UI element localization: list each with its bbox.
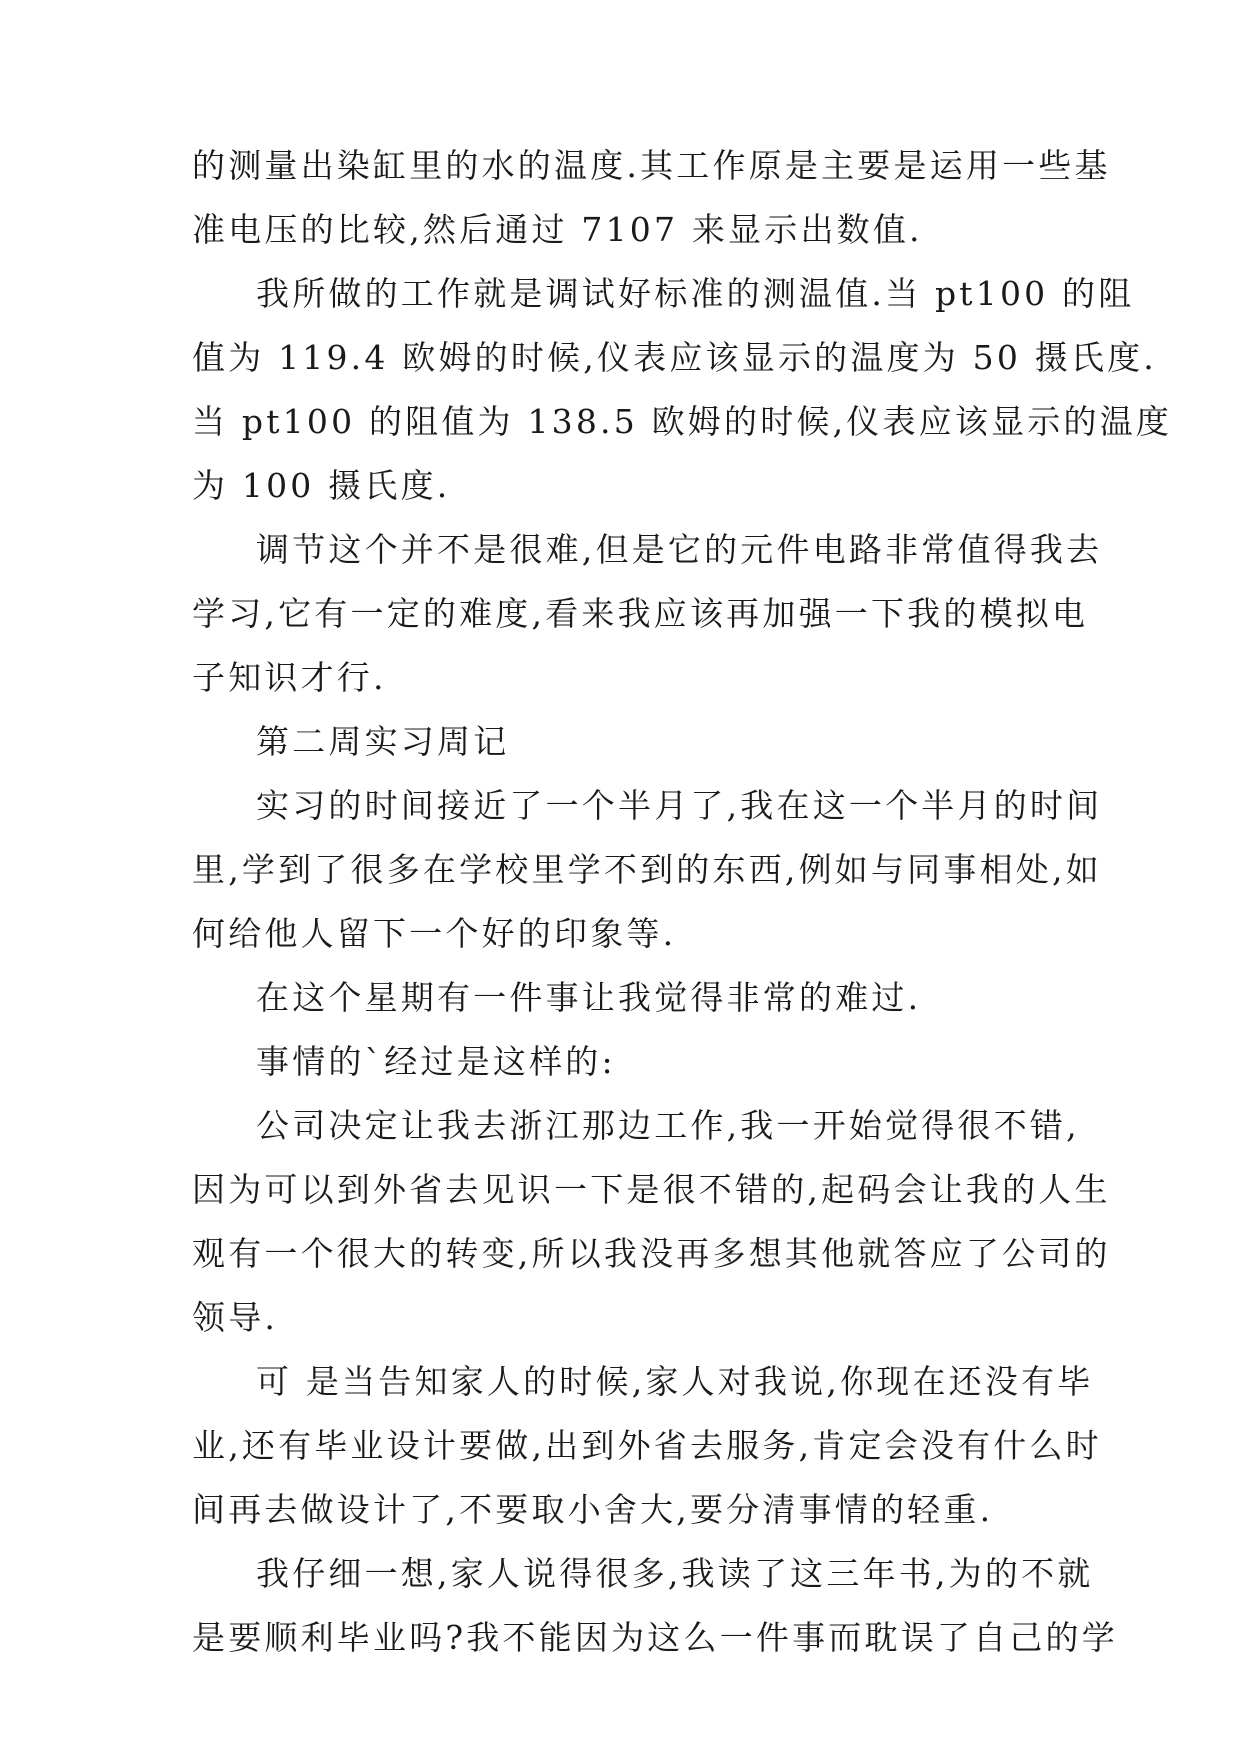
paragraph-line: 准电压的比较,然后通过 7107 来显示出数值.: [192, 210, 923, 249]
paragraph-line: 的测量出染缸里的水的温度.其工作原是主要是运用一些基: [192, 146, 1111, 185]
paragraph-line: 里,学到了很多在学校里学不到的东西,例如与同事相处,如: [192, 850, 1102, 889]
paragraph-line: 子知识才行.: [192, 658, 387, 697]
paragraph-line: 值为 119.4 欧姆的时候,仪表应该显示的温度为 50 摄氏度.: [192, 338, 1158, 377]
paragraph-line: 间再去做设计了,不要取小舍大,要分清事情的轻重.: [192, 1490, 994, 1529]
paragraph-line: 实习的时间接近了一个半月了,我在这一个半月的时间: [256, 786, 1103, 825]
paragraph-line: 当 pt100 的阻值为 138.5 欧姆的时候,仪表应该显示的温度: [192, 402, 1173, 441]
paragraph-line: 观有一个很大的转变,所以我没再多想其他就答应了公司的: [192, 1234, 1111, 1273]
paragraph-line: 我仔细一想,家人说得很多,我读了这三年书,为的不就: [256, 1554, 1094, 1593]
paragraph-line: 公司决定让我去浙江那边工作,我一开始觉得很不错,: [256, 1106, 1080, 1145]
paragraph-line: 学习,它有一定的难度,看来我应该再加强一下我的模拟电: [192, 594, 1089, 633]
paragraph-line: 为 100 摄氏度.: [192, 466, 451, 505]
paragraph-line: 是要顺利毕业吗?我不能因为这么一件事而耽误了自己的学: [192, 1618, 1118, 1657]
paragraph-line: 在这个星期有一件事让我觉得非常的难过.: [256, 978, 922, 1017]
paragraph-line: 事情的`经过是这样的:: [256, 1042, 616, 1081]
section-heading: 第二周实习周记: [256, 722, 510, 761]
paragraph-line: 何给他人留下一个好的印象等.: [192, 914, 677, 953]
paragraph-line: 业,还有毕业设计要做,出到外省去服务,肯定会没有什么时: [192, 1426, 1102, 1465]
paragraph-line: 我所做的工作就是调试好标准的测温值.当 pt100 的阻: [256, 274, 1135, 313]
paragraph-line: 领导.: [192, 1298, 279, 1337]
paragraph-line: 可 是当告知家人的时候,家人对我说,你现在还没有毕: [256, 1362, 1094, 1401]
paragraph-line: 因为可以到外省去见识一下是很不错的,起码会让我的人生: [192, 1170, 1111, 1209]
paragraph-line: 调节这个并不是很难,但是它的元件电路非常值得我去: [256, 530, 1103, 569]
